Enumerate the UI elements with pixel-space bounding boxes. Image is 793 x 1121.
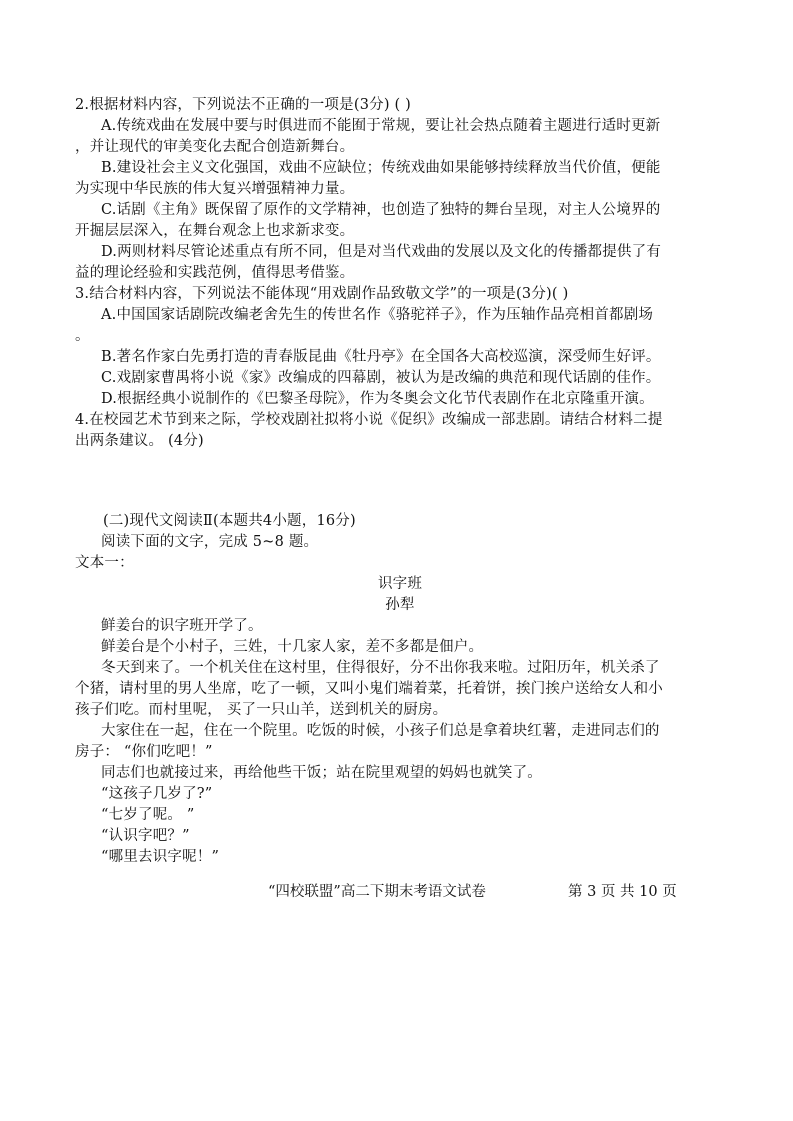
text-line: “七岁了呢。 ” xyxy=(101,807,195,823)
text-line: 识字班 xyxy=(377,576,423,592)
text-line: B.建设社会主义文化强国，戏曲不应缺位；传统戏曲如果能够持续释放当代价值，便能 xyxy=(101,160,661,176)
text-line: 2.根据材料内容，下列说法不正确的一项是(3分) ( ) xyxy=(75,97,412,113)
text-line: ，并让现代的审美变化去配合创造新舞台。 xyxy=(75,139,355,155)
footer-page-number: 第 3 页 共 10 页 xyxy=(568,884,677,900)
text-line: 。 xyxy=(75,328,90,344)
text-line: C.话剧《主角》既保留了原作的文学精神，也创造了独特的舞台呈现，对主人公境界的 xyxy=(101,202,661,218)
text-line: 益的理论经验和实践范例，值得思考借鉴。 xyxy=(75,265,355,281)
footer-title: “四校联盟”高二下期末考语文试卷 xyxy=(268,884,486,900)
text-line: “这孩子几岁了?” xyxy=(101,786,213,802)
text-line: A.传统戏曲在发展中要与时俱进而不能囿于常规，要让社会热点随着主题进行适时更新 xyxy=(101,118,661,134)
text-line: 4.在校园艺术节到来之际，学校戏剧社拟将小说《促织》改编成一部悲剧。请结合材料二提 xyxy=(75,412,663,428)
text-line: 孙犁 xyxy=(385,597,415,613)
text-line: D.根据经典小说制作的《巴黎圣母院》，作为冬奥会文化节代表剧作在北京隆重开演。 xyxy=(101,391,654,407)
text-line: 为实现中华民族的伟大复兴增强精神力量。 xyxy=(75,181,355,197)
text-line: “哪里去识字呢！” xyxy=(101,849,220,865)
text-line: 出两条建议。 (4分) xyxy=(75,433,204,449)
text-line: A.中国国家话剧院改编老舍先生的传世名作《骆驼祥子》，作为压轴作品亮相首都剧场 xyxy=(101,307,654,323)
text-line: 孩子们吃。而村里呢， 买了一只山羊，送到机关的厨房。 xyxy=(75,702,448,718)
text-line: 同志们也就接过来，再给他些干饭；站在院里观望的妈妈也就笑了。 xyxy=(101,765,542,781)
text-line: 文本一： xyxy=(75,555,134,571)
text-line: “认识字吧？” xyxy=(101,828,190,844)
text-line: B.著名作家白先勇打造的青春版昆曲《牡丹亭》在全国各大高校巡演，深受师生好评。 xyxy=(101,349,661,365)
text-line: 开掘层层深入，在舞台观念上也求新求变。 xyxy=(75,223,355,239)
text-line: 冬天到来了。一个机关住在这村里，住得很好，分不出你我来啦。过阳历年，机关杀了 xyxy=(101,660,660,676)
questions-block xyxy=(75,95,725,452)
text-line: 房子： “你们吃吧！” xyxy=(75,744,213,760)
text-line: C.戏剧家曹禺将小说《家》改编成的四幕剧，被认为是改编的典范和现代话剧的佳作。 xyxy=(101,370,661,386)
text-line: 阅读下面的文字，完成 5~8 题。 xyxy=(101,534,319,550)
text-line: 鲜姜台的识字班开学了。 xyxy=(101,618,263,634)
text-line: 鲜姜台是个小村子，三姓，十几家人家，差不多都是佃户。 xyxy=(101,639,484,655)
text-line: (二)现代文阅读Ⅱ(本题共4小题，16分) xyxy=(103,513,356,529)
text-line: 个猪，请村里的男人坐席，吃了一顿，又叫小鬼们端着菜，托着饼，挨门挨户送给女人和小 xyxy=(75,681,663,697)
text-line: 大家住在一起，住在一个院里。吃饭的时候，小孩子们总是拿着块红薯，走进同志们的 xyxy=(101,723,660,739)
text-line: D.两则材料尽管论述重点有所不同，但是对当代戏曲的发展以及文化的传播都提供了有 xyxy=(101,244,662,260)
reading-section xyxy=(75,511,725,868)
text-line: 3.结合材料内容，下列说法不能体现“用戏剧作品致敬文学”的一项是(3分)( ) xyxy=(75,286,569,302)
